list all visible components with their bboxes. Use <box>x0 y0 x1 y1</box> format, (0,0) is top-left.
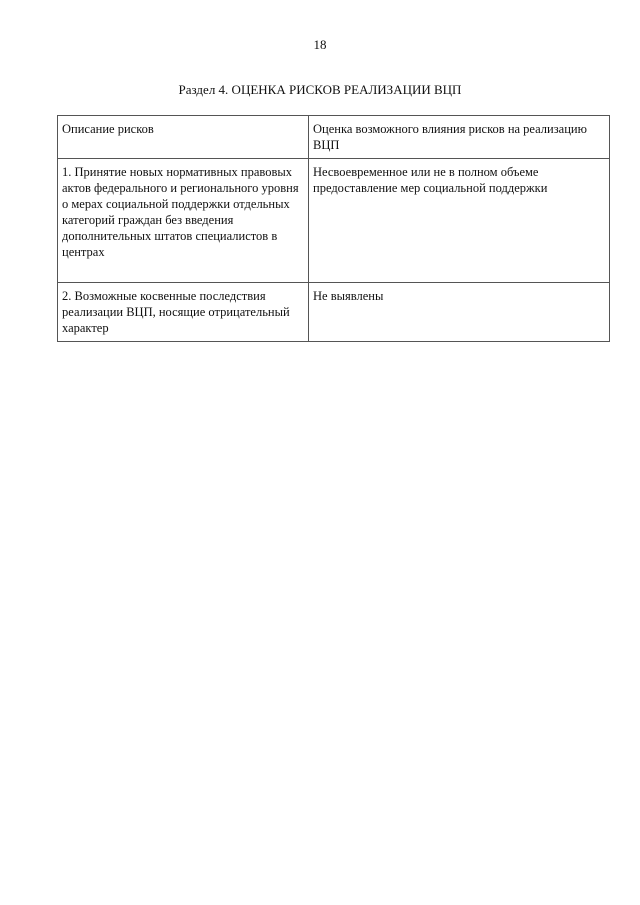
risk-impact-cell: Несвоевременное или не в полном объеме предоставление мер социальной поддержки <box>309 159 610 283</box>
table-row <box>58 283 610 342</box>
risk-description-cell: 1. Принятие новых нормативных правовых актов федерального и регионального уровня о мерах социальной поддержки отдельных категорий граждан без введения дополнительных штатов специалистов в центрах <box>58 159 309 283</box>
section-title: Раздел 4. ОЦЕНКА РИСКОВ РЕАЛИЗАЦИИ ВЦП <box>178 82 462 97</box>
risk-impact-cell: Не выявлены <box>309 283 610 342</box>
column-header-risk-description: Описание рисков <box>58 116 309 159</box>
column-header-risk-impact: Оценка возможного влияния рисков на реализацию ВЦП <box>309 116 610 159</box>
risk-description-cell: 2. Возможные косвенные последствия реализации ВЦП, носящие отрицательный характер <box>58 283 309 342</box>
page-number: 18 <box>313 37 327 52</box>
table-row <box>58 159 610 283</box>
table-header-row <box>58 116 610 159</box>
risk-assessment-table <box>57 115 610 342</box>
